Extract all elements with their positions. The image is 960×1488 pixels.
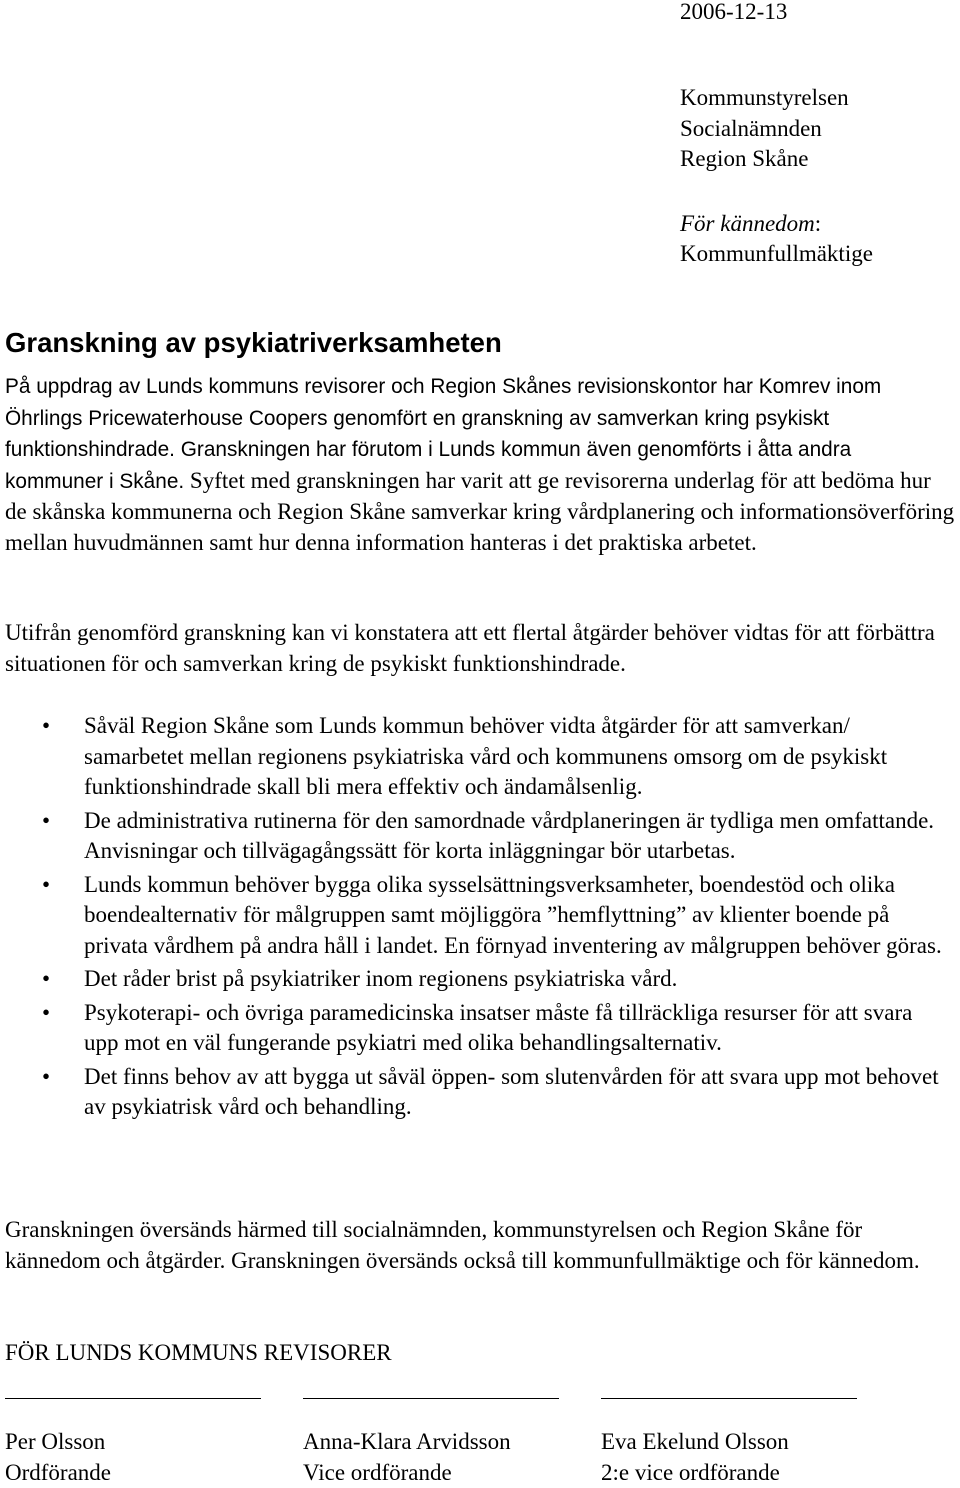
for-kannedom-line xyxy=(680,209,873,240)
recipient-block xyxy=(680,83,873,270)
signatory-name: Anna-Klara Arvidsson xyxy=(303,1427,559,1458)
bullet-icon: • xyxy=(42,711,50,742)
signatory-name: Per Olsson xyxy=(5,1427,261,1458)
list-item xyxy=(0,964,952,995)
spacer xyxy=(680,175,873,209)
intro-serif-text: Syftet med granskningen har varit att ge revisorerna underlag för att bedöma hur de skånska kommunerna och Region Skåne samverkar kring vårdplanering och informationsöverföring mellan huvudmännen samt hur denna information hanteras i det praktiska arbetet. xyxy=(5,468,954,555)
list-item xyxy=(0,711,952,803)
list-item-text: Det finns behov av att bygga ut såväl öppen- som slutenvården för att svara upp mot behovet av psykiatrisk vård och behandling. xyxy=(84,1064,939,1120)
list-item-text: De administrativa rutinerna för den samordnade vårdplaneringen är tydliga men omfattande. Anvisningar och tillvägagångssätt för korta inläggningar bör utarbetas. xyxy=(84,808,934,864)
recipient-socialnamnden: Socialnämnden xyxy=(680,114,873,145)
bullet-list xyxy=(0,711,960,1123)
signature-block xyxy=(303,1398,559,1488)
signature-line xyxy=(5,1398,261,1399)
signature-line xyxy=(303,1398,559,1399)
signatory-name: Eva Ekelund Olsson xyxy=(601,1427,857,1458)
paragraph-intro xyxy=(5,371,955,558)
signature-block xyxy=(5,1398,261,1488)
bullet-icon: • xyxy=(42,998,50,1029)
signoff-heading: FÖR LUNDS KOMMUNS REVISORER xyxy=(5,1338,392,1369)
bullet-icon: • xyxy=(42,1062,50,1093)
signatory-role: Vice ordförande xyxy=(303,1458,559,1488)
list-item xyxy=(0,806,952,867)
signature-line xyxy=(601,1398,857,1399)
signature-block xyxy=(601,1398,857,1488)
intro-sans-text: På uppdrag av Lunds kommuns revisorer och Region Skånes revisionskontor har Komrev inom Öhrlings Pricewaterhouse Coopers genomfört en granskning av samverkan kring psykiskt funktionshindrade. Granskningen har förutom i Lunds kommun även genomförts i åtta andra kommuner i Skåne. xyxy=(5,375,881,493)
list-item-text: Det råder brist på psykiatriker inom regionens psykiatriska vård. xyxy=(84,966,677,991)
paragraph-distribution: Granskningen översänds härmed till socialnämnden, kommunstyrelsen och Region Skåne för kännedom och åtgärder. Granskningen översänds också till kommunfullmäktige och för kännedom. xyxy=(5,1215,955,1276)
list-item xyxy=(0,1062,952,1123)
recipient-kommunstyrelsen: Kommunstyrelsen xyxy=(680,83,873,114)
for-kannedom-colon: : xyxy=(815,211,821,236)
paragraph-conclusion: Utifrån genomförd granskning kan vi konstatera att ett flertal åtgärder behöver vidtas för att förbättra situationen för och samverkan kring de psykiskt funktionshindrade. xyxy=(5,618,955,679)
signatory-role: 2:e vice ordförande xyxy=(601,1458,857,1488)
list-item-text: Psykoterapi- och övriga paramedicinska insatser måste få tillräckliga resurser för att svara upp mot en väl fungerande psykiatri med olika behandlingsalternativ. xyxy=(84,1000,912,1056)
list-item xyxy=(0,998,952,1059)
list-item xyxy=(0,870,952,962)
bullet-icon: • xyxy=(42,964,50,995)
signatory-role: Ordförande xyxy=(5,1458,261,1488)
bullet-icon: • xyxy=(42,870,50,901)
document-title: Granskning av psykiatriverksamheten xyxy=(5,326,502,360)
for-kannedom-label: För kännedom xyxy=(680,211,815,236)
for-kannedom-recipient: Kommunfullmäktige xyxy=(680,239,873,270)
list-item-text: Såväl Region Skåne som Lunds kommun behöver vidta åtgärder för att samverkan/ samarbetet mellan regionens psykiatriska vård och kommunens omsorg om de psykiskt funktionshindrade skall bli mera effektiv och ändamålsenlig. xyxy=(84,713,887,799)
recipient-region-skane: Region Skåne xyxy=(680,144,873,175)
document-date: 2006-12-13 xyxy=(680,0,787,28)
list-item-text: Lunds kommun behöver bygga olika sysselsättningsverksamheter, boendestöd och olika boendealternativ för målgruppen samt möjliggöra ”hemflyttning” av klienter boende på privata vårdhem på andra håll i landet. En förnyad inventering av målgruppen behöver göras. xyxy=(84,872,942,958)
bullet-icon: • xyxy=(42,806,50,837)
